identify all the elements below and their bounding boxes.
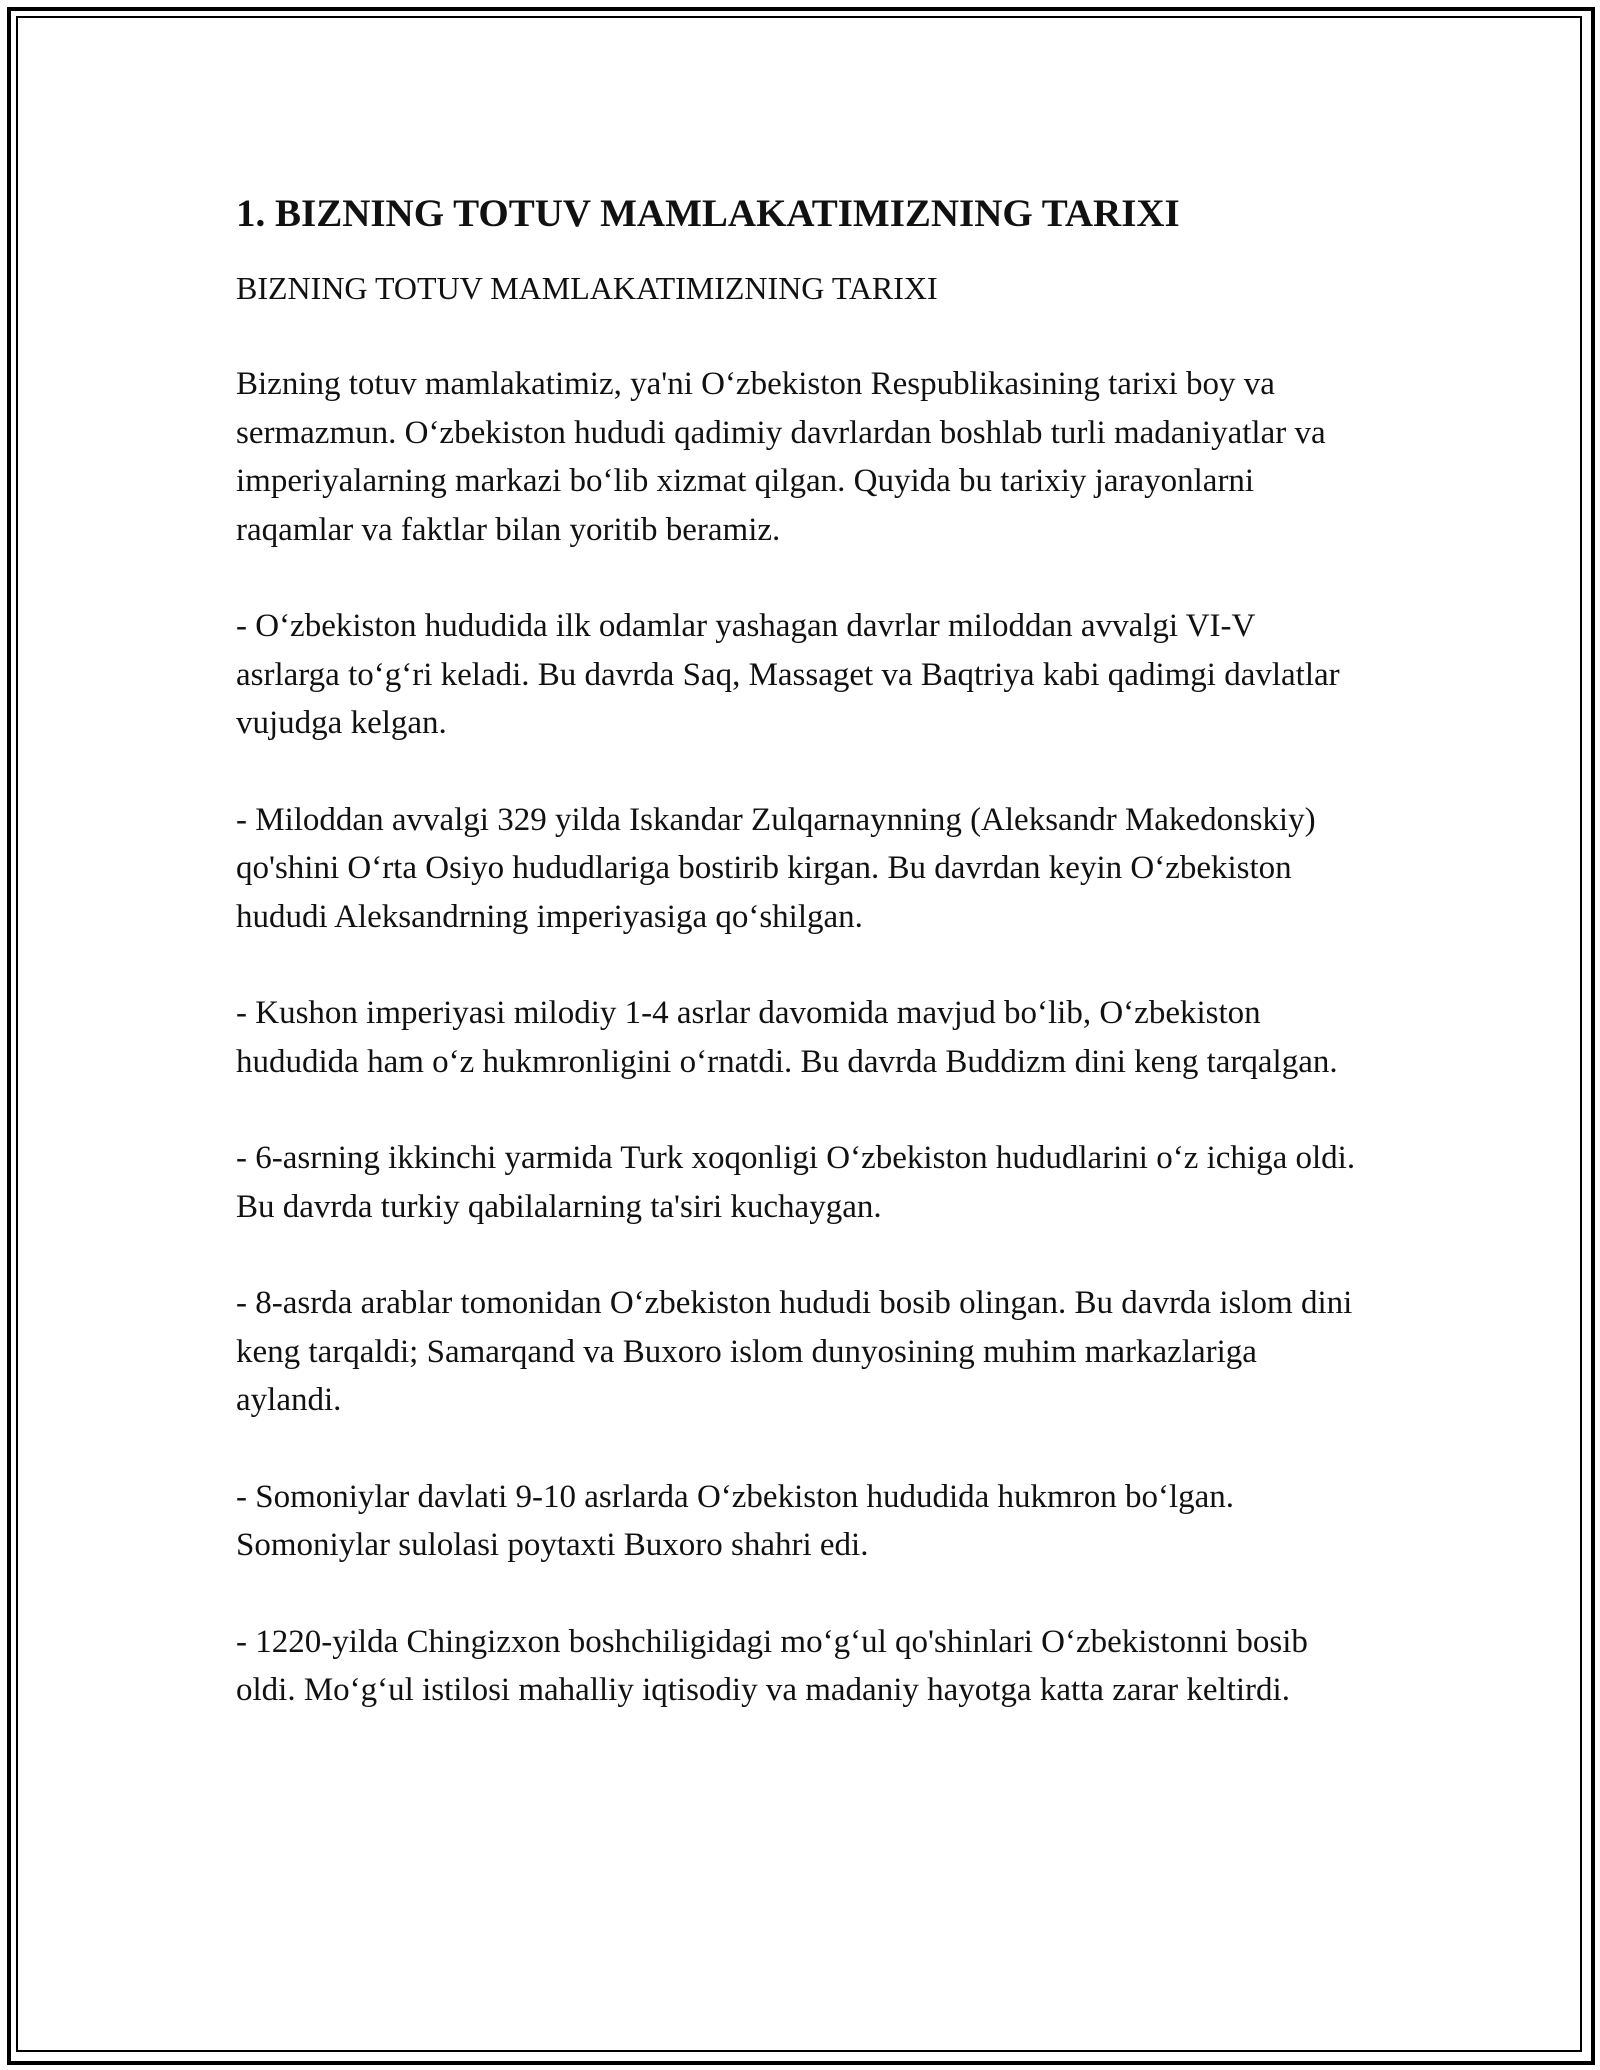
document-body (236, 186, 1366, 1715)
document-subheading: BIZNING TOTUV MAMLAKATIMIZNING TARIXI (236, 270, 938, 306)
document-heading: 1. BIZNING TOTUV MAMLAKATIMIZNING TARIXI (236, 192, 1180, 235)
history-paragraph: - 8-asrda arablar tomonidan O‘zbekiston hududi bosib olingan. Bu davrda islom dini keng tarqaldi; Samarqand va Buxoro islom dunyosining muhim markazlariga aylandi. (236, 1285, 1353, 1418)
history-paragraph: - 1220-yilda Chingizxon boshchiligidagi mo‘g‘ul qo'shinlari O‘zbekistonni bosib oldi. Mo‘g‘ul istilosi mahalliy iqtisodiy va madaniy hayotga katta zarar keltirdi. (236, 1623, 1308, 1708)
intro-paragraph: Bizning totuv mamlakatimiz, ya'ni O‘zbekiston Respublikasining tarixi boy va sermazmun. O‘zbekiston hududi qadimiy davrlardan boshlab turli madaniyatlar va imperiyalarning markazi bo‘lib xizmat qilgan. Quyida bu tarixiy jarayonlarni raqamlar va faktlar bilan yoritib beramiz. (236, 366, 1326, 548)
history-paragraph: - 6-asrning ikkinchi yarmida Turk xoqonligi O‘zbekiston hududlarini o‘z ichiga oldi. Bu davrda turkiy qabilalarning ta'siri kuchaygan. (236, 1140, 1356, 1225)
history-paragraph: - O‘zbekiston hududida ilk odamlar yashagan davrlar miloddan avvalgi VI-V asrlarga to‘g‘ri keladi. Bu davrda Saq, Massaget va Baqtriya kabi qadimgi davlatlar vujudga kelgan. (236, 608, 1340, 741)
history-paragraph: - Somoniylar davlati 9-10 asrlarda O‘zbekiston hududida hukmron bo‘lgan. Somoniylar sulolasi poytaxti Buxoro shahri edi. (236, 1478, 1235, 1563)
history-paragraph: - Kushon imperiyasi milodiy 1-4 asrlar davomida mavjud bo‘lib, O‘zbekiston hududida ham o‘z hukmronligini o‘rnatdi. Bu davrda Buddizm dini keng tarqalgan. (236, 995, 1338, 1080)
history-paragraph: - Miloddan avvalgi 329 yilda Iskandar Zulqarnaynning (Aleksandr Makedonskiy) qo'shini O‘rta Osiyo hududlariga bostirib kirgan. Bu davrdan keyin O‘zbekiston hududi Aleksandrning imperiyasiga qo‘shilgan. (236, 801, 1316, 935)
